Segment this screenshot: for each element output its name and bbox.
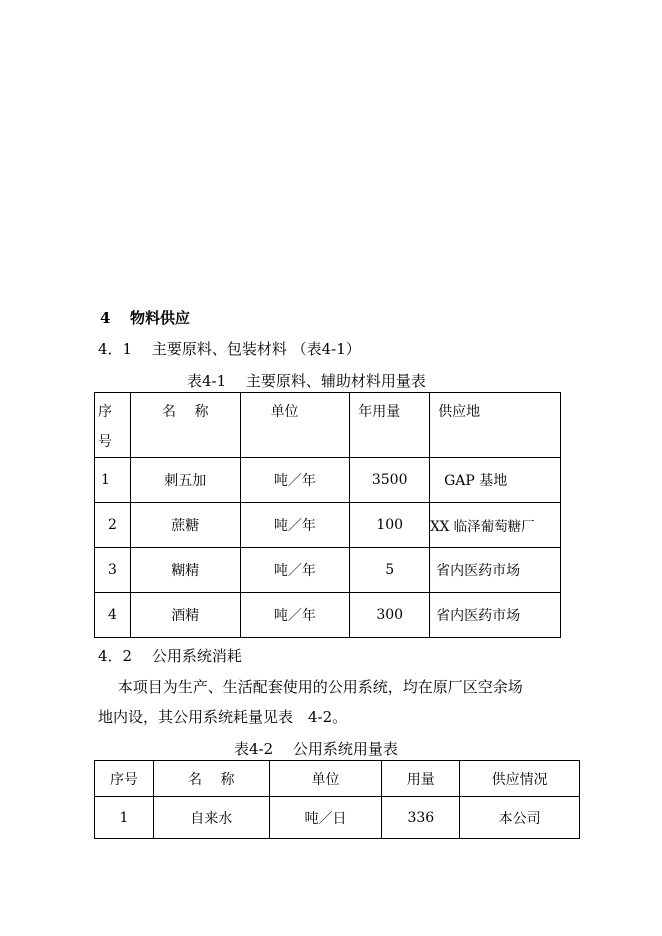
cell-name: 刺五加: [130, 458, 240, 503]
section-4-2-heading: 4．2 公用系统消耗: [98, 647, 242, 665]
cell-unit: 吨／年: [240, 458, 350, 503]
cell-seq: 1: [95, 458, 131, 503]
header-unit: 单位: [269, 761, 382, 797]
materials-table: [94, 392, 561, 638]
cell-amount: 100: [350, 503, 430, 548]
cell-supply: 本公司: [460, 797, 580, 839]
cell-name: 酒精: [130, 593, 240, 638]
cell-seq: 4: [95, 593, 131, 638]
cell-name: 蔗糖: [130, 503, 240, 548]
table-4-1-caption: 表4-1 主要原料、辅助材料用量表: [187, 372, 426, 390]
cell-unit: 吨／日: [269, 797, 382, 839]
header-seq: 序 号: [95, 393, 131, 458]
header-supplier: 供应地: [430, 393, 561, 458]
cell-supplier: 省内医药市场: [430, 593, 561, 638]
table-row: [95, 503, 561, 548]
cell-unit: 吨／年: [240, 593, 350, 638]
cell-unit: 吨／年: [240, 548, 350, 593]
utilities-table: [94, 760, 580, 839]
paragraph-line-1: 本项目为生产、生活配套使用的公用系统，均在原厂区空余场: [98, 678, 523, 696]
table-header-row: [95, 393, 561, 458]
cell-name: 自来水: [153, 797, 269, 839]
header-amount: 用量: [382, 761, 460, 797]
cell-supplier: 省内医药市场: [430, 548, 561, 593]
cell-unit: 吨／年: [240, 503, 350, 548]
section-number: 4: [100, 309, 111, 327]
cell-amount: 300: [350, 593, 430, 638]
cell-name: 糊精: [130, 548, 240, 593]
cell-amount: 5: [350, 548, 430, 593]
header-name: 名 称: [130, 393, 240, 458]
header-name: 名 称: [153, 761, 269, 797]
cell-supplier: GAP 基地: [430, 458, 561, 503]
table-row: [95, 797, 580, 839]
section-title: 物料供应: [130, 309, 191, 327]
cell-seq: 3: [95, 548, 131, 593]
header-seq: 序号: [95, 761, 154, 797]
table-row: [95, 593, 561, 638]
header-unit: 单位: [240, 393, 350, 458]
paragraph-line-2: 地内设，其公用系统耗量见表 4-2。: [98, 708, 348, 726]
table-4-2-caption: 表4-2 公用系统用量表: [234, 740, 398, 758]
table-row: [95, 548, 561, 593]
table-header-row: [95, 761, 580, 797]
cell-amount: 3500: [350, 458, 430, 503]
cell-supplier: XX 临泽葡萄糖厂: [430, 503, 561, 548]
section-4-1-heading: 4．1 主要原料、包装材料 （表4-1）: [98, 340, 361, 358]
cell-seq: 1: [95, 797, 154, 839]
header-annual: 年用量: [350, 393, 430, 458]
cell-seq: 2: [95, 503, 131, 548]
cell-amount: 336: [382, 797, 460, 839]
section-4-heading: [100, 307, 190, 328]
header-supply: 供应情况: [460, 761, 580, 797]
table-row: [95, 458, 561, 503]
